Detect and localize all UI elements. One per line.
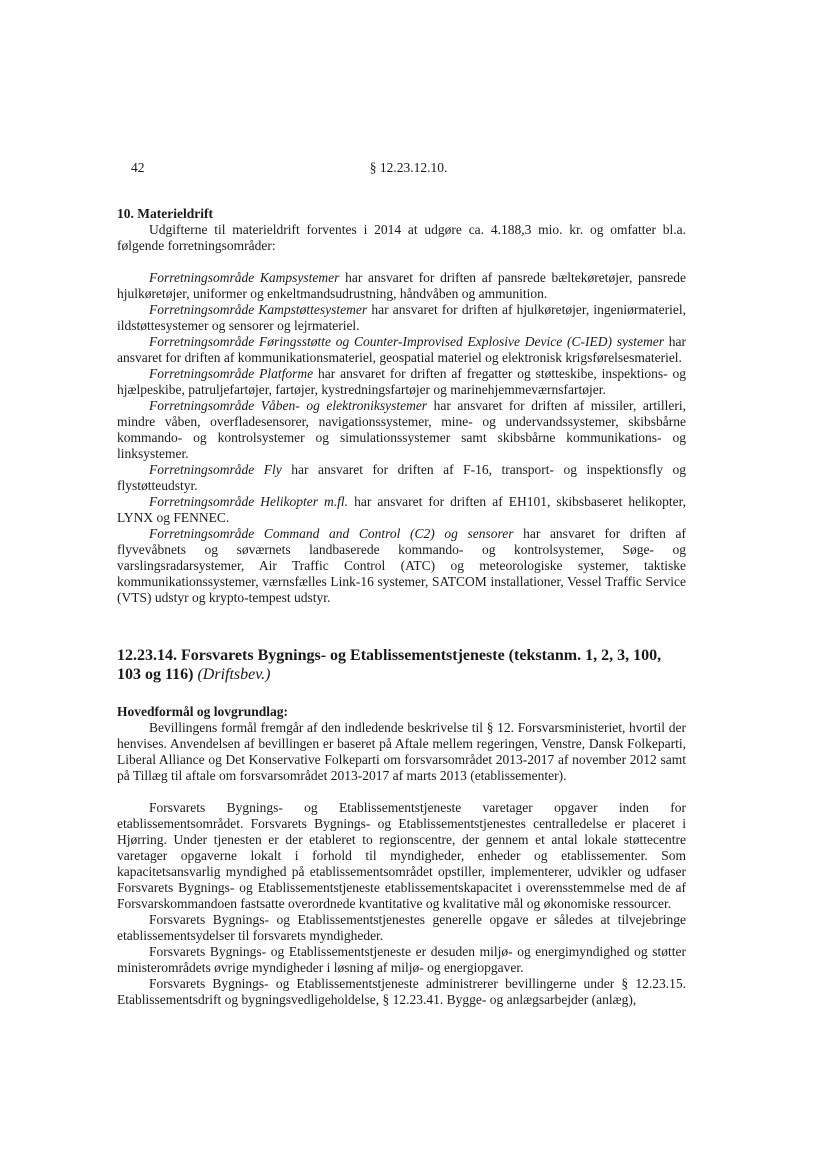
- business-area-text: har ansvaret for driften af fregatter og støtteskibe, inspektions- og hjælpeskibe, patruljefartøjer, fartøjer, kystredningsfartøjer og marinehjemmeværnsfartøjer.: [117, 366, 686, 397]
- body-paragraph: Forsvarets Bygnings- og Etablissementstjeneste administrerer bevillingerne under § 12.23.15. Etablissementsdrift og bygningsvedligeholdelse, § 12.23.41. Bygge- og anlægsarbejder (anlæg),: [117, 976, 686, 1007]
- page-content: [117, 206, 686, 1008]
- business-area-text: har ansvaret for driften af hjulkøretøjer, ingeniørmateriel, ildstøttesystemer og sensorer og lejrmateriel.: [117, 302, 687, 333]
- business-area-paragraph: [117, 302, 686, 334]
- purpose-subheading: Hovedformål og lovgrundlag:: [117, 704, 288, 719]
- business-area-text: har ansvaret for driften af EH101, skibsbaseret helikopter, LYNX og FENNEC.: [117, 494, 686, 525]
- business-area-text: har ansvaret for driften af pansrede bæltekøretøjer, pansrede hjulkøretøjer, uniformer og enkeltmandsudrustning, håndvåben og ammunition.: [117, 270, 686, 301]
- business-area-name: Forretningsområde Command and Control (C2) og sensorer: [149, 526, 514, 541]
- business-area-paragraph: [117, 366, 686, 398]
- business-area-text: har ansvaret for driften af missiler, artilleri, mindre våben, overfladesensorer, navigationssystemer, mine- og undervandssystemer, skibsbårne kommando- og kontrolsystemer og simulationssystemer samt skibsbårne kommunikations- og linksystemer.: [117, 398, 686, 461]
- business-area-paragraph: [117, 334, 686, 366]
- business-area-paragraph: [117, 462, 686, 494]
- main-section-heading: [117, 646, 686, 684]
- page-number: 42: [131, 160, 145, 175]
- body-paragraph: Forsvarets Bygnings- og Etablissementstjenestes generelle opgave er således at tilvejebringe etablissementsydelser til forsvarets myndigheder.: [117, 912, 686, 943]
- business-area-paragraph: [117, 270, 686, 302]
- business-area-name: Forretningsområde Platforme: [149, 366, 314, 381]
- business-area-paragraph: [117, 398, 686, 462]
- main-section-title: 12.23.14. Forsvarets Bygnings- og Etablissementstjeneste (tekstanm. 1, 2, 3, 100, 103 og 116): [117, 647, 662, 683]
- business-area-name: Forretningsområde Kampsystemer: [149, 270, 340, 285]
- business-area-name: Forretningsområde Fly: [149, 462, 282, 477]
- body-paragraph: Forsvarets Bygnings- og Etablissementstjeneste varetager opgaver inden for etablissementsområdet. Forsvarets Bygnings- og Etablissementstjenestes centralledelse er placeret i Hjørring. Under tjenesten er der etableret to regionscentre, der gennem et antal lokale støttecentre varetager opgaverne lokalt i forhold til myndigheder, enheder og etablissementer. Som kapacitetsansvarlig myndighed på etablissementsområdet opstiller, implementerer, udvikler og udfaser Forsvarets Bygnings- og Etablissementstjeneste etablissementskapacitet i overensstemmelse med de af Forsvarskommandoen fastsatte overordnede kvantitative og kvalitative mål og økonomiske ressourcer.: [117, 800, 686, 911]
- section-10-heading: 10. Materieldrift: [117, 206, 213, 221]
- main-section-subtitle: (Driftsbev.): [197, 666, 271, 683]
- business-area-name: Forretningsområde Føringsstøtte og Counter-Improvised Explosive Device (C-IED) systemer: [149, 334, 664, 349]
- business-area-text: har ansvaret for driften af flyvevåbnets og søværnets landbaserede kommando- og kontrolsystemer, Søge- og varslingsradarsystemer, Air Traffic Control (ATC) og meteorologiske systemer, taktiske kommunikationssystemer, værnsfælles Link-16 systemer, SATCOM installationer, Vessel Traffic Service (VTS) udstyr og krypto-tempest udstyr.: [117, 526, 686, 605]
- body-paragraph: Bevillingens formål fremgår af den indledende beskrivelse til § 12. Forsvarsministeriet, hvortil der henvises. Anvendelsen af bevillingen er baseret på Aftale mellem regeringen, Venstre, Dansk Folkeparti, Liberal Alliance og Det Konservative Folkeparti om forsvarsområdet 2013-2017 af november 2012 samt på Tillæg til aftale om forsvarsområdet 2013-2017 af marts 2013 (etablissementer).: [117, 720, 686, 783]
- business-area-name: Forretningsområde Våben- og elektroniksystemer: [149, 398, 428, 413]
- body-paragraph: Forsvarets Bygnings- og Etablissementstjeneste er desuden miljø- og energimyndighed og støtter ministerområdets øvrige myndigheder i løsning af miljø- og energiopgaver.: [117, 944, 686, 975]
- section-10-intro: Udgifterne til materieldrift forventes i 2014 at udgøre ca. 4.188,3 mio. kr. og omfatter bl.a. følgende forretningsområder:: [117, 222, 686, 253]
- section-reference: § 12.23.12.10.: [369, 160, 448, 175]
- business-area-paragraph: [117, 526, 686, 606]
- page-header: [131, 160, 686, 180]
- business-area-name: Forretningsområde Helikopter m.fl.: [149, 494, 349, 509]
- business-area-text: har ansvaret for driften af kommunikationsmateriel, geospatial materiel og elektronisk krigsførelsesmateriel.: [117, 334, 686, 365]
- business-area-paragraph: [117, 494, 686, 526]
- business-area-text: har ansvaret for driften af F-16, transport- og inspektionsfly og flystøtteudstyr.: [117, 462, 686, 493]
- business-area-name: Forretningsområde Kampstøttesystemer: [149, 302, 368, 317]
